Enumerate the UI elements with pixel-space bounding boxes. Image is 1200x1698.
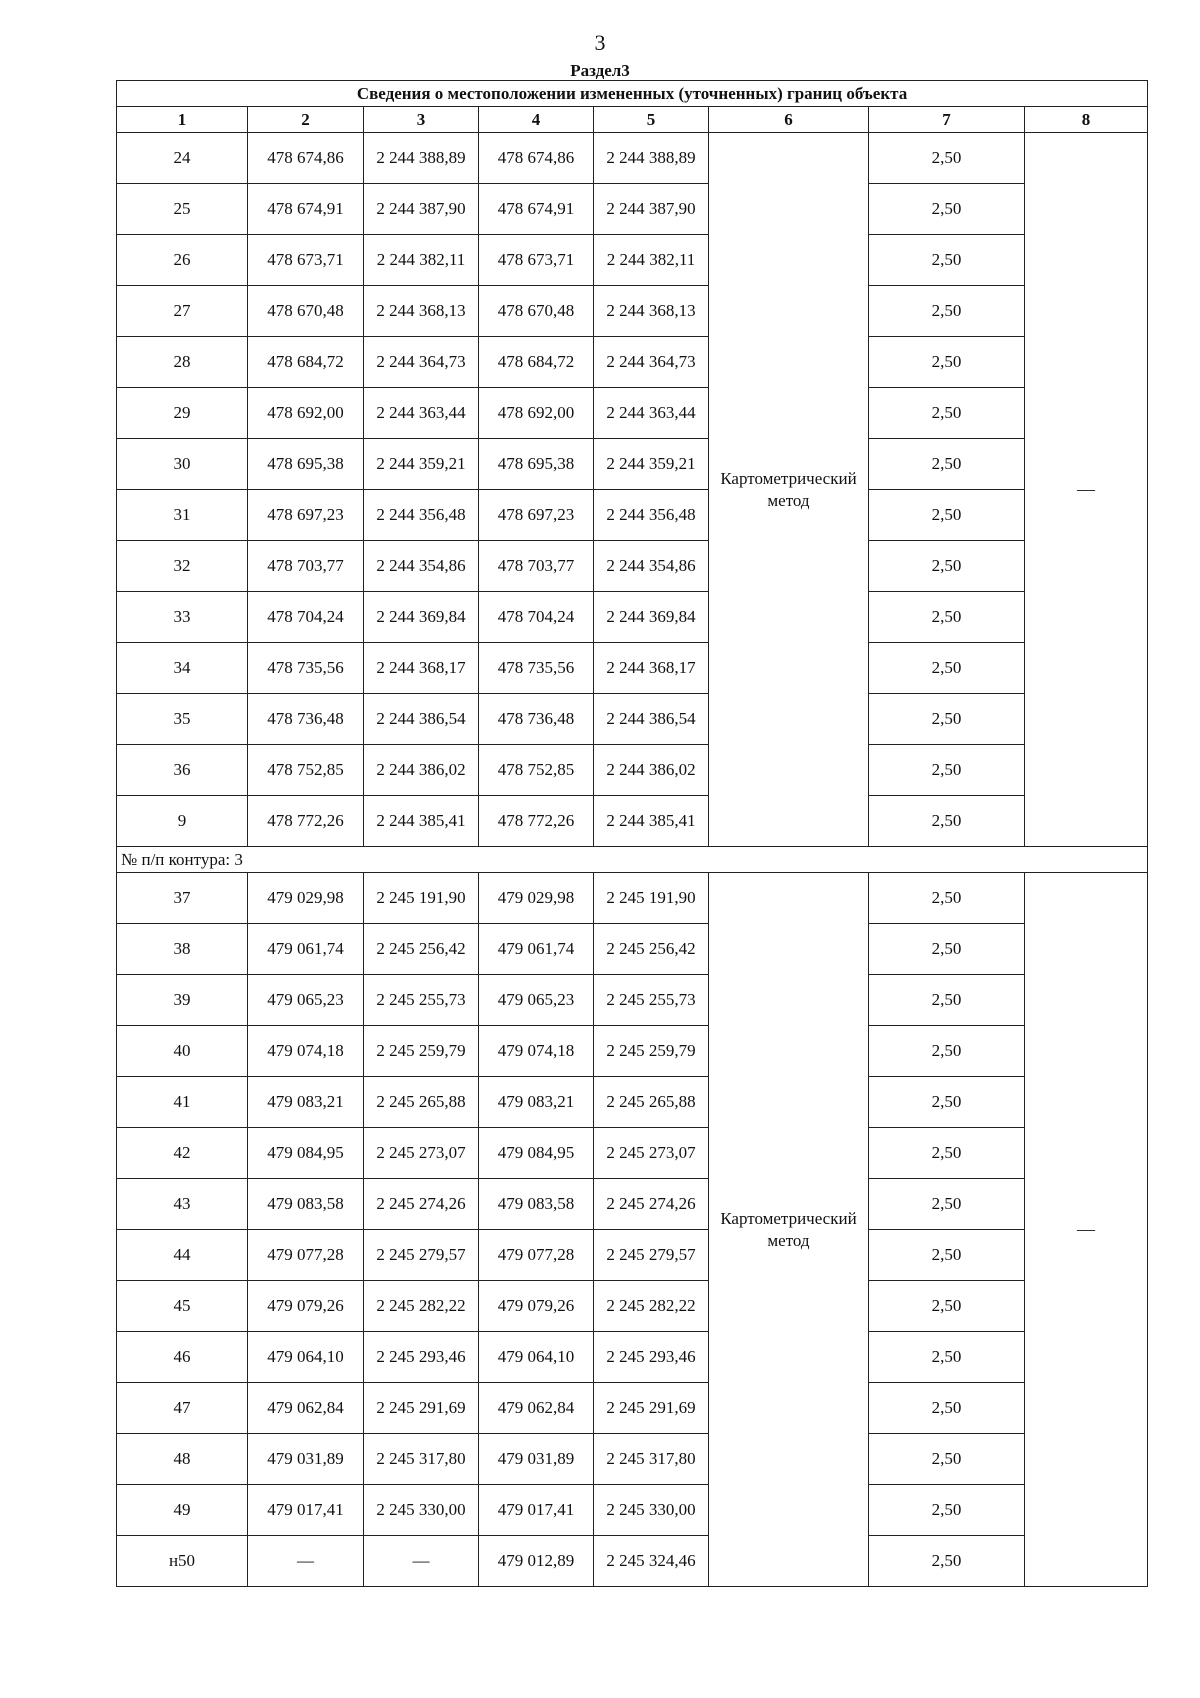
point-number: 27 <box>117 286 248 337</box>
table-row <box>117 184 1148 235</box>
precision-value: 2,50 <box>869 286 1025 337</box>
table-row <box>117 694 1148 745</box>
precision-value: 2,50 <box>869 1230 1025 1281</box>
precision-value: 2,50 <box>869 796 1025 847</box>
y-coordinate-existing: 2 245 282,22 <box>364 1281 479 1332</box>
point-number: 44 <box>117 1230 248 1281</box>
section-title: Раздел3 <box>570 61 630 80</box>
precision-value: 2,50 <box>869 1281 1025 1332</box>
x-coordinate-existing: 479 017,41 <box>248 1485 364 1536</box>
column-8-value: — <box>1025 133 1148 847</box>
table-row <box>117 490 1148 541</box>
y-coordinate-existing: 2 244 364,73 <box>364 337 479 388</box>
x-coordinate-existing: 479 031,89 <box>248 1434 364 1485</box>
point-number: 31 <box>117 490 248 541</box>
y-coordinate-refined: 2 245 317,80 <box>594 1434 709 1485</box>
table-row <box>117 1230 1148 1281</box>
y-coordinate-existing: 2 245 279,57 <box>364 1230 479 1281</box>
precision-value: 2,50 <box>869 1179 1025 1230</box>
point-number: 25 <box>117 184 248 235</box>
table-row <box>117 439 1148 490</box>
y-coordinate-refined: 2 245 255,73 <box>594 975 709 1026</box>
precision-value: 2,50 <box>869 439 1025 490</box>
table-row <box>117 388 1148 439</box>
x-coordinate-refined: 478 736,48 <box>479 694 594 745</box>
caption-row <box>117 81 1148 107</box>
y-coordinate-refined: 2 245 293,46 <box>594 1332 709 1383</box>
x-coordinate-refined: 479 061,74 <box>479 924 594 975</box>
x-coordinate-existing: 479 083,58 <box>248 1179 364 1230</box>
table-caption: Сведения о местоположении измененных (уточненных) границ объекта <box>117 81 1148 107</box>
y-coordinate-existing: 2 245 274,26 <box>364 1179 479 1230</box>
x-coordinate-existing: 478 673,71 <box>248 235 364 286</box>
x-coordinate-existing: 478 684,72 <box>248 337 364 388</box>
point-number: 39 <box>117 975 248 1026</box>
y-coordinate-existing: 2 244 382,11 <box>364 235 479 286</box>
point-number: 47 <box>117 1383 248 1434</box>
column-number: 4 <box>479 107 594 133</box>
x-coordinate-existing: 478 674,91 <box>248 184 364 235</box>
table-row <box>117 235 1148 286</box>
precision-value: 2,50 <box>869 1383 1025 1434</box>
column-number: 3 <box>364 107 479 133</box>
table-row <box>117 1077 1148 1128</box>
precision-value: 2,50 <box>869 1026 1025 1077</box>
table-row <box>117 286 1148 337</box>
x-coordinate-refined: 478 752,85 <box>479 745 594 796</box>
point-number: 36 <box>117 745 248 796</box>
y-coordinate-refined: 2 244 356,48 <box>594 490 709 541</box>
y-coordinate-refined: 2 244 363,44 <box>594 388 709 439</box>
table-row <box>117 1332 1148 1383</box>
point-number: 45 <box>117 1281 248 1332</box>
x-coordinate-refined: 478 695,38 <box>479 439 594 490</box>
x-coordinate-existing: — <box>248 1536 364 1587</box>
contour-row <box>117 847 1148 873</box>
x-coordinate-refined: 479 083,58 <box>479 1179 594 1230</box>
point-number: 26 <box>117 235 248 286</box>
precision-value: 2,50 <box>869 975 1025 1026</box>
x-coordinate-existing: 478 692,00 <box>248 388 364 439</box>
y-coordinate-refined: 2 245 330,00 <box>594 1485 709 1536</box>
y-coordinate-existing: 2 244 354,86 <box>364 541 479 592</box>
y-coordinate-refined: 2 244 368,13 <box>594 286 709 337</box>
y-coordinate-existing: 2 244 387,90 <box>364 184 479 235</box>
x-coordinate-refined: 479 083,21 <box>479 1077 594 1128</box>
column-number-row <box>117 107 1148 133</box>
y-coordinate-existing: 2 244 369,84 <box>364 592 479 643</box>
precision-value: 2,50 <box>869 1332 1025 1383</box>
x-coordinate-existing: 478 772,26 <box>248 796 364 847</box>
x-coordinate-refined: 478 673,71 <box>479 235 594 286</box>
y-coordinate-refined: 2 245 256,42 <box>594 924 709 975</box>
column-number: 2 <box>248 107 364 133</box>
point-number: 35 <box>117 694 248 745</box>
table-body <box>117 81 1148 1587</box>
column-8-value: — <box>1025 873 1148 1587</box>
point-number: 37 <box>117 873 248 924</box>
point-number: 46 <box>117 1332 248 1383</box>
table-row <box>117 337 1148 388</box>
y-coordinate-existing: 2 245 191,90 <box>364 873 479 924</box>
x-coordinate-refined: 478 697,23 <box>479 490 594 541</box>
point-number: 42 <box>117 1128 248 1179</box>
point-number: 33 <box>117 592 248 643</box>
column-number: 7 <box>869 107 1025 133</box>
x-coordinate-refined: 478 674,86 <box>479 133 594 184</box>
x-coordinate-existing: 479 065,23 <box>248 975 364 1026</box>
y-coordinate-existing: 2 244 388,89 <box>364 133 479 184</box>
y-coordinate-existing: 2 245 256,42 <box>364 924 479 975</box>
y-coordinate-refined: 2 244 369,84 <box>594 592 709 643</box>
precision-value: 2,50 <box>869 184 1025 235</box>
page-number: 3 <box>594 30 606 55</box>
y-coordinate-refined: 2 244 368,17 <box>594 643 709 694</box>
column-number: 8 <box>1025 107 1148 133</box>
x-coordinate-existing: 479 083,21 <box>248 1077 364 1128</box>
x-coordinate-existing: 479 084,95 <box>248 1128 364 1179</box>
coordinates-table <box>116 80 1148 1587</box>
y-coordinate-refined: 2 244 387,90 <box>594 184 709 235</box>
table-row <box>117 541 1148 592</box>
x-coordinate-refined: 479 084,95 <box>479 1128 594 1179</box>
precision-value: 2,50 <box>869 643 1025 694</box>
precision-value: 2,50 <box>869 1128 1025 1179</box>
precision-value: 2,50 <box>869 235 1025 286</box>
x-coordinate-refined: 478 735,56 <box>479 643 594 694</box>
column-number: 1 <box>117 107 248 133</box>
y-coordinate-refined: 2 244 359,21 <box>594 439 709 490</box>
x-coordinate-existing: 479 029,98 <box>248 873 364 924</box>
table-row <box>117 745 1148 796</box>
point-number: 9 <box>117 796 248 847</box>
table-row <box>117 1434 1148 1485</box>
y-coordinate-refined: 2 245 324,46 <box>594 1536 709 1587</box>
table-row <box>117 1383 1148 1434</box>
x-coordinate-existing: 478 697,23 <box>248 490 364 541</box>
x-coordinate-existing: 478 752,85 <box>248 745 364 796</box>
x-coordinate-refined: 479 017,41 <box>479 1485 594 1536</box>
x-coordinate-refined: 479 077,28 <box>479 1230 594 1281</box>
y-coordinate-existing: 2 245 330,00 <box>364 1485 479 1536</box>
point-number: 30 <box>117 439 248 490</box>
x-coordinate-existing: 479 074,18 <box>248 1026 364 1077</box>
y-coordinate-refined: 2 245 279,57 <box>594 1230 709 1281</box>
point-number: н50 <box>117 1536 248 1587</box>
column-number: 6 <box>709 107 869 133</box>
y-coordinate-refined: 2 245 291,69 <box>594 1383 709 1434</box>
method-cell: Картометрический метод <box>709 873 869 1587</box>
y-coordinate-refined: 2 244 364,73 <box>594 337 709 388</box>
y-coordinate-refined: 2 245 265,88 <box>594 1077 709 1128</box>
precision-value: 2,50 <box>869 924 1025 975</box>
x-coordinate-existing: 478 735,56 <box>248 643 364 694</box>
precision-value: 2,50 <box>869 1485 1025 1536</box>
x-coordinate-refined: 479 074,18 <box>479 1026 594 1077</box>
x-coordinate-refined: 479 012,89 <box>479 1536 594 1587</box>
x-coordinate-refined: 479 065,23 <box>479 975 594 1026</box>
x-coordinate-refined: 478 704,24 <box>479 592 594 643</box>
x-coordinate-refined: 478 703,77 <box>479 541 594 592</box>
y-coordinate-existing: 2 244 363,44 <box>364 388 479 439</box>
y-coordinate-refined: 2 244 386,54 <box>594 694 709 745</box>
table-row <box>117 133 1148 184</box>
y-coordinate-refined: 2 245 274,26 <box>594 1179 709 1230</box>
y-coordinate-existing: 2 245 293,46 <box>364 1332 479 1383</box>
y-coordinate-refined: 2 244 354,86 <box>594 541 709 592</box>
y-coordinate-existing: 2 244 359,21 <box>364 439 479 490</box>
x-coordinate-refined: 478 670,48 <box>479 286 594 337</box>
x-coordinate-existing: 478 703,77 <box>248 541 364 592</box>
method-cell: Картометрический метод <box>709 133 869 847</box>
y-coordinate-existing: — <box>364 1536 479 1587</box>
y-coordinate-existing: 2 244 368,13 <box>364 286 479 337</box>
precision-value: 2,50 <box>869 1434 1025 1485</box>
x-coordinate-refined: 478 674,91 <box>479 184 594 235</box>
x-coordinate-refined: 478 684,72 <box>479 337 594 388</box>
y-coordinate-refined: 2 244 382,11 <box>594 235 709 286</box>
y-coordinate-existing: 2 245 255,73 <box>364 975 479 1026</box>
point-number: 48 <box>117 1434 248 1485</box>
contour-label: № п/п контура: 3 <box>117 847 1148 873</box>
y-coordinate-existing: 2 245 291,69 <box>364 1383 479 1434</box>
table-row <box>117 1485 1148 1536</box>
y-coordinate-existing: 2 244 385,41 <box>364 796 479 847</box>
y-coordinate-existing: 2 245 259,79 <box>364 1026 479 1077</box>
y-coordinate-refined: 2 244 386,02 <box>594 745 709 796</box>
precision-value: 2,50 <box>869 541 1025 592</box>
x-coordinate-refined: 479 029,98 <box>479 873 594 924</box>
table-row <box>117 643 1148 694</box>
precision-value: 2,50 <box>869 337 1025 388</box>
x-coordinate-existing: 479 079,26 <box>248 1281 364 1332</box>
x-coordinate-existing: 479 062,84 <box>248 1383 364 1434</box>
point-number: 49 <box>117 1485 248 1536</box>
x-coordinate-existing: 478 736,48 <box>248 694 364 745</box>
precision-value: 2,50 <box>869 388 1025 439</box>
point-number: 40 <box>117 1026 248 1077</box>
table-row <box>117 1281 1148 1332</box>
point-number: 43 <box>117 1179 248 1230</box>
x-coordinate-existing: 478 670,48 <box>248 286 364 337</box>
y-coordinate-existing: 2 245 273,07 <box>364 1128 479 1179</box>
y-coordinate-refined: 2 245 259,79 <box>594 1026 709 1077</box>
table-row <box>117 975 1148 1026</box>
x-coordinate-existing: 478 674,86 <box>248 133 364 184</box>
precision-value: 2,50 <box>869 1077 1025 1128</box>
y-coordinate-existing: 2 245 317,80 <box>364 1434 479 1485</box>
point-number: 24 <box>117 133 248 184</box>
y-coordinate-refined: 2 245 282,22 <box>594 1281 709 1332</box>
y-coordinate-refined: 2 244 388,89 <box>594 133 709 184</box>
point-number: 32 <box>117 541 248 592</box>
x-coordinate-refined: 479 064,10 <box>479 1332 594 1383</box>
x-coordinate-refined: 478 692,00 <box>479 388 594 439</box>
y-coordinate-refined: 2 244 385,41 <box>594 796 709 847</box>
table-row <box>117 1536 1148 1587</box>
x-coordinate-existing: 478 695,38 <box>248 439 364 490</box>
point-number: 38 <box>117 924 248 975</box>
x-coordinate-refined: 478 772,26 <box>479 796 594 847</box>
x-coordinate-refined: 479 079,26 <box>479 1281 594 1332</box>
precision-value: 2,50 <box>869 592 1025 643</box>
x-coordinate-existing: 479 077,28 <box>248 1230 364 1281</box>
table-row <box>117 1026 1148 1077</box>
x-coordinate-existing: 479 064,10 <box>248 1332 364 1383</box>
x-coordinate-refined: 479 031,89 <box>479 1434 594 1485</box>
table-row <box>117 592 1148 643</box>
table-row <box>117 873 1148 924</box>
y-coordinate-existing: 2 244 356,48 <box>364 490 479 541</box>
y-coordinate-refined: 2 245 191,90 <box>594 873 709 924</box>
precision-value: 2,50 <box>869 694 1025 745</box>
precision-value: 2,50 <box>869 1536 1025 1587</box>
point-number: 29 <box>117 388 248 439</box>
y-coordinate-existing: 2 244 386,02 <box>364 745 479 796</box>
table-row <box>117 1179 1148 1230</box>
x-coordinate-existing: 478 704,24 <box>248 592 364 643</box>
point-number: 34 <box>117 643 248 694</box>
x-coordinate-refined: 479 062,84 <box>479 1383 594 1434</box>
y-coordinate-existing: 2 245 265,88 <box>364 1077 479 1128</box>
precision-value: 2,50 <box>869 873 1025 924</box>
y-coordinate-existing: 2 244 386,54 <box>364 694 479 745</box>
table-row <box>117 796 1148 847</box>
point-number: 28 <box>117 337 248 388</box>
precision-value: 2,50 <box>869 133 1025 184</box>
point-number: 41 <box>117 1077 248 1128</box>
precision-value: 2,50 <box>869 745 1025 796</box>
y-coordinate-existing: 2 244 368,17 <box>364 643 479 694</box>
table-row <box>117 924 1148 975</box>
precision-value: 2,50 <box>869 490 1025 541</box>
table-row <box>117 1128 1148 1179</box>
x-coordinate-existing: 479 061,74 <box>248 924 364 975</box>
column-number: 5 <box>594 107 709 133</box>
y-coordinate-refined: 2 245 273,07 <box>594 1128 709 1179</box>
